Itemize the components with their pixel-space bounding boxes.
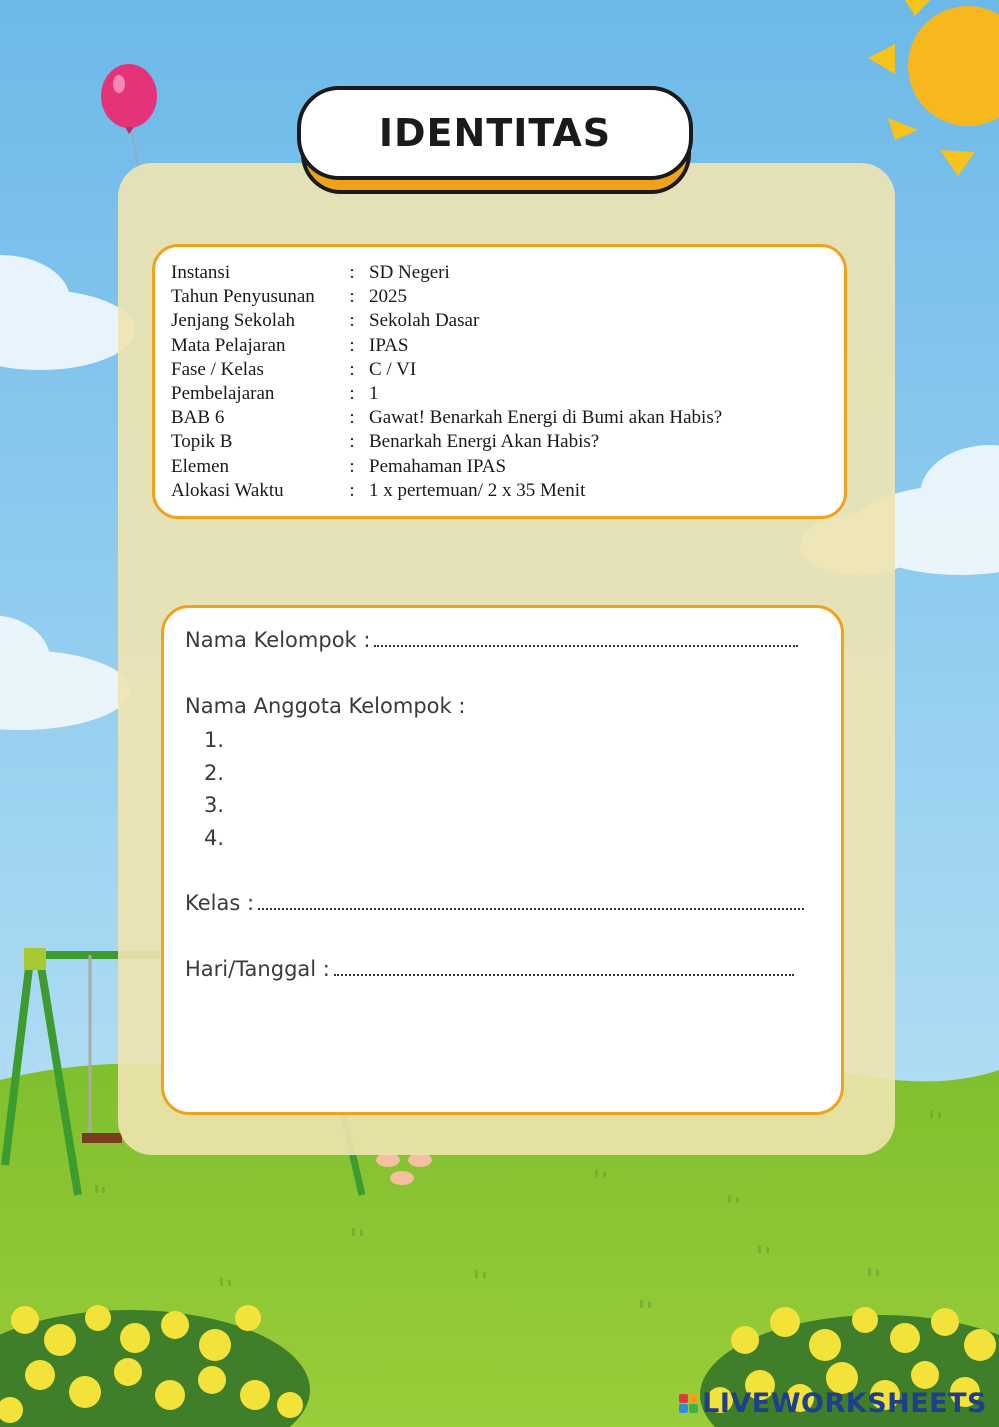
member-number: 4. bbox=[204, 826, 225, 850]
identity-row bbox=[171, 358, 722, 382]
identity-separator: : bbox=[349, 407, 355, 429]
group-form-card bbox=[161, 605, 844, 1115]
identity-separator: : bbox=[349, 310, 355, 332]
class-label: Kelas : bbox=[185, 891, 255, 915]
member-number: 3. bbox=[204, 793, 225, 817]
date-label: Hari/Tanggal : bbox=[185, 957, 330, 981]
member-row bbox=[204, 728, 808, 752]
identity-separator: : bbox=[349, 431, 355, 453]
identity-card bbox=[152, 244, 847, 519]
identity-row bbox=[171, 334, 722, 358]
identity-table bbox=[171, 261, 722, 503]
identity-value: 1 bbox=[369, 383, 379, 405]
identity-value: Gawat! Benarkah Energi di Bumi akan Habis? bbox=[369, 407, 723, 429]
class-blank[interactable] bbox=[258, 907, 804, 910]
identity-value: Pemahaman IPAS bbox=[369, 455, 507, 477]
identity-label: Fase / Kelas bbox=[171, 358, 264, 380]
group-name-label: Nama Kelompok : bbox=[185, 628, 371, 652]
identity-label: Jenjang Sekolah bbox=[171, 310, 296, 332]
identity-row bbox=[171, 309, 722, 333]
identity-row bbox=[171, 479, 722, 503]
date-row bbox=[185, 957, 794, 981]
identity-separator: : bbox=[349, 358, 355, 380]
identity-label: Topik B bbox=[171, 431, 233, 453]
liveworksheets-logo-icon bbox=[679, 1394, 698, 1413]
member-number: 1. bbox=[204, 728, 225, 752]
identity-label: Instansi bbox=[171, 262, 231, 283]
members-label: Nama Anggota Kelompok : bbox=[185, 694, 466, 718]
identity-row bbox=[171, 455, 722, 479]
identity-row bbox=[171, 382, 722, 406]
liveworksheets-watermark bbox=[679, 1388, 987, 1419]
group-name-blank[interactable] bbox=[374, 644, 798, 647]
identity-label: Tahun Penyusunan bbox=[171, 286, 315, 308]
member-row bbox=[204, 761, 808, 785]
identity-separator: : bbox=[349, 455, 355, 477]
identity-value: C / VI bbox=[369, 358, 417, 380]
identity-separator: : bbox=[349, 262, 355, 283]
identity-separator: : bbox=[349, 383, 355, 405]
identity-row bbox=[171, 261, 722, 285]
identity-value: 2025 bbox=[369, 286, 407, 308]
identity-value: IPAS bbox=[369, 334, 409, 356]
identity-value: SD Negeri bbox=[369, 262, 450, 283]
page-title: IDENTITAS bbox=[378, 111, 612, 155]
members-heading-row bbox=[185, 694, 465, 718]
date-blank[interactable] bbox=[334, 973, 794, 976]
member-row bbox=[204, 793, 808, 817]
member-number: 2. bbox=[204, 761, 225, 785]
identity-value: Benarkah Energi Akan Habis? bbox=[369, 431, 600, 453]
title-badge bbox=[297, 86, 695, 196]
identity-label: Pembelajaran bbox=[171, 383, 275, 405]
identity-label: Elemen bbox=[171, 455, 230, 477]
identity-row bbox=[171, 406, 722, 430]
identity-separator: : bbox=[349, 286, 355, 308]
identity-separator: : bbox=[349, 479, 355, 501]
identity-value: Sekolah Dasar bbox=[369, 310, 480, 332]
identity-row bbox=[171, 285, 722, 309]
title-badge-face bbox=[297, 86, 693, 180]
member-row bbox=[204, 826, 808, 850]
identity-value: 1 x pertemuan/ 2 x 35 Menit bbox=[369, 479, 586, 501]
identity-row bbox=[171, 430, 722, 454]
identity-separator: : bbox=[349, 334, 355, 356]
identity-label: Alokasi Waktu bbox=[171, 479, 284, 501]
identity-label: BAB 6 bbox=[171, 407, 225, 429]
watermark-text: LIVEWORKSHEETS bbox=[702, 1388, 987, 1419]
group-name-row bbox=[185, 628, 798, 652]
class-row bbox=[185, 891, 804, 915]
identity-label: Mata Pelajaran bbox=[171, 334, 286, 356]
